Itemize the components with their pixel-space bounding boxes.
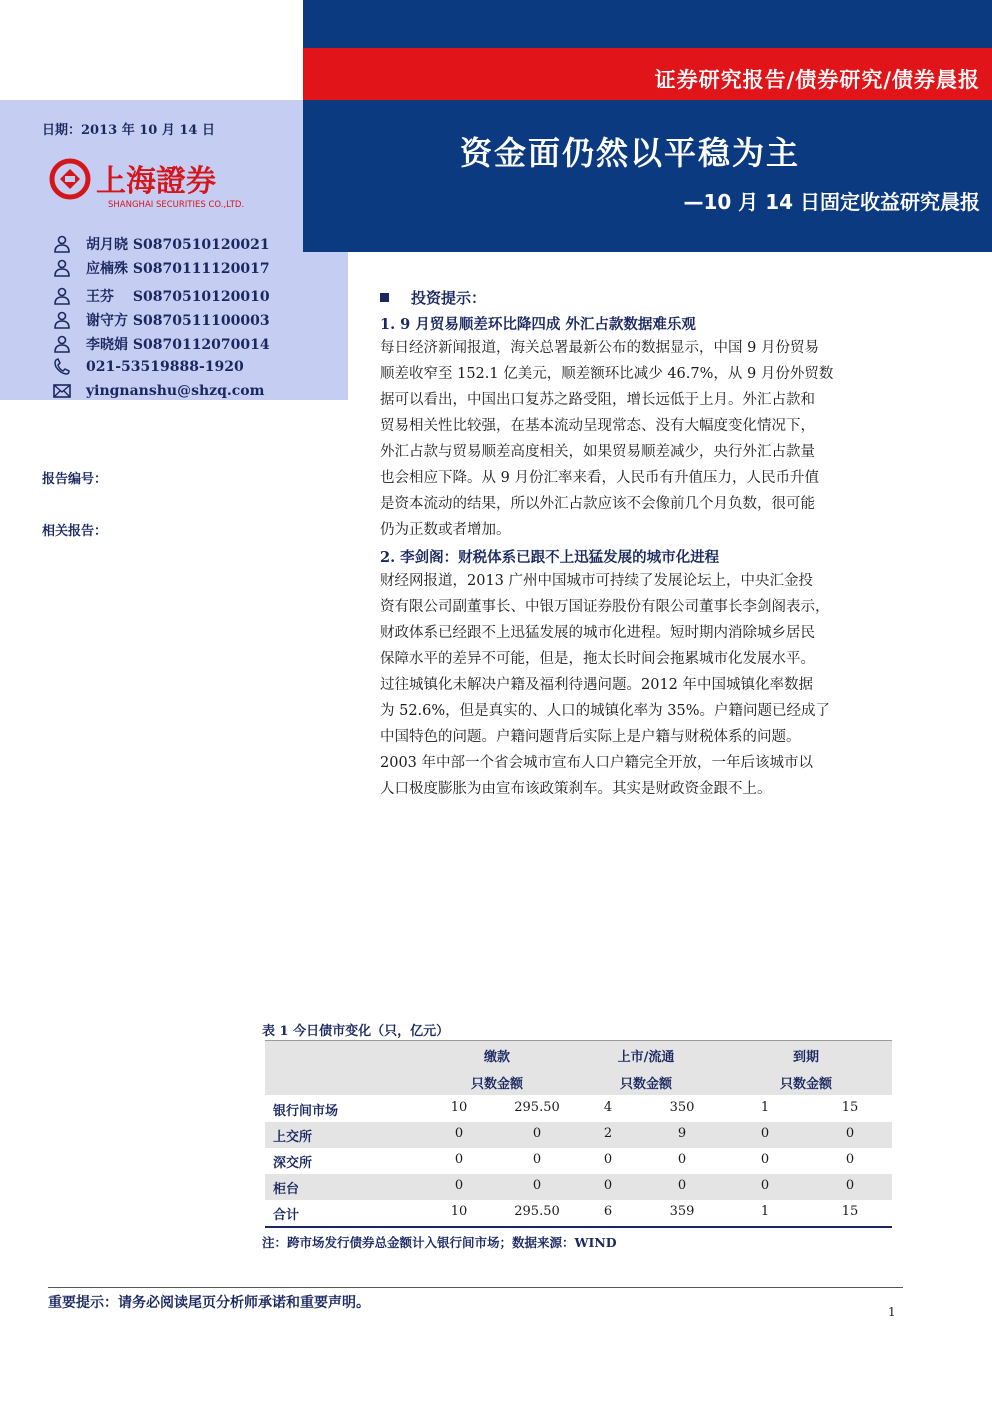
item-title: 1. 9 月贸易顺差环比降四成 外汇占款数据难乐观 — [380, 316, 696, 333]
table-group-header: 缴款 — [483, 1050, 510, 1065]
person-icon — [52, 335, 74, 353]
contact-item — [52, 382, 264, 400]
table-cell: 0 — [532, 1152, 542, 1167]
table-row — [265, 1200, 892, 1226]
paragraph-line: 中国特色的问题。户籍问题背后实际上是户籍与财税体系的问题。 — [380, 729, 801, 745]
contact-item — [52, 358, 244, 376]
contact-text: 胡月晓 S0870510120021 — [86, 237, 270, 253]
paragraph-line: 资有限公司副董事长、中银万国证券股份有限公司董事长李剑阁表示， — [380, 599, 830, 615]
row-label: 深交所 — [273, 1156, 313, 1171]
contact-item — [52, 334, 270, 354]
table-note: 注：跨市场发行债券总金额计入银行间市场；数据来源：WIND — [262, 1235, 617, 1250]
table-cell: 0 — [760, 1126, 770, 1141]
table-row — [265, 1122, 892, 1148]
table-cell: 350 — [669, 1100, 695, 1115]
row-label: 柜台 — [273, 1182, 300, 1197]
table-cell: 10 — [450, 1100, 468, 1115]
item-title: 2. 李剑阁：财税体系已跟不上迅猛发展的城市化进程 — [380, 549, 720, 566]
table-cell: 2 — [603, 1126, 613, 1141]
table-subheader: 只数金额 — [619, 1077, 672, 1092]
svg-text:上海證券: 上海證券 — [96, 164, 216, 199]
paragraph-line: 是资本流动的结果，所以外汇占款应该不会像前几个月负数，很可能 — [380, 496, 815, 512]
footer-rule — [48, 1287, 903, 1288]
person-icon — [52, 235, 74, 253]
paragraph-line: 据可以看出，中国出口复苏之路受阻，增长远低于上月。外汇占款和 — [380, 392, 815, 408]
table-cell: 0 — [454, 1126, 464, 1141]
table-cell: 0 — [532, 1126, 542, 1141]
table-cell: 9 — [677, 1126, 687, 1141]
table-cell: 0 — [760, 1152, 770, 1167]
table-group-header: 到期 — [792, 1050, 819, 1065]
person-icon — [52, 287, 74, 305]
contact-item — [52, 310, 270, 330]
table-cell: 295.50 — [514, 1100, 560, 1115]
table-cell: 0 — [454, 1152, 464, 1167]
table-row — [265, 1148, 892, 1174]
table-title: 表 1 今日债市变化（只，亿元） — [262, 1024, 450, 1039]
contact-item — [52, 286, 270, 306]
table-cell: 0 — [760, 1178, 770, 1193]
paragraph-line: 人口极度膨胀为由宣布该政策刹车。其实是财政资金跟不上。 — [380, 781, 772, 797]
table-cell: 0 — [845, 1152, 855, 1167]
table-row — [265, 1174, 892, 1200]
paragraph-line: 财政体系已经跟不上迅猛发展的城市化进程。短时期内消除城乡居民 — [380, 625, 815, 641]
page-number: 1 — [888, 1305, 896, 1319]
phone-icon — [52, 358, 74, 376]
table-subheader: 只数金额 — [470, 1077, 523, 1092]
contact-text: 应楠殊 S0870111120017 — [86, 261, 270, 277]
mail-icon — [52, 382, 74, 400]
table-subheader: 只数金额 — [779, 1077, 832, 1092]
table-cell: 295.50 — [514, 1204, 560, 1219]
bullet-square-icon — [380, 293, 389, 302]
contact-text: yingnanshu@shzq.com — [86, 383, 265, 399]
report-subtitle: —10 月 14 日固定收益研究晨报 — [683, 190, 980, 214]
paragraph-line: 财经网报道，2013 广州中国城市可持续了发展论坛上，中央汇金投 — [380, 573, 814, 589]
table-cell: 0 — [677, 1178, 687, 1193]
report-category: 证券研究报告/债券研究/债券晨报 — [654, 67, 980, 92]
paragraph-line: 为 52.6%，但是真实的、人口的城镇化率为 35%。户籍问题已经成了 — [380, 703, 831, 719]
section-heading-text: 投资提示： — [411, 289, 487, 307]
paragraph-line: 每日经济新闻报道，海关总署最新公布的数据显示，中国 9 月份贸易 — [380, 340, 819, 356]
table-row — [265, 1096, 892, 1122]
row-label: 银行间市场 — [273, 1104, 339, 1119]
table-cell: 359 — [669, 1204, 695, 1219]
table-cell: 15 — [841, 1100, 859, 1115]
paragraph-line: 保障水平的差异不可能，但是，拖太长时间会拖累城市化发展水平。 — [380, 651, 815, 667]
person-icon — [52, 259, 74, 277]
header-band-blue — [303, 100, 992, 252]
table-cell: 0 — [603, 1152, 613, 1167]
report-date: 日期：2013 年 10 月 14 日 — [42, 123, 215, 138]
row-label: 上交所 — [273, 1130, 313, 1145]
logo-emblem-icon — [48, 155, 278, 211]
contact-text: 王芬 S0870510120010 — [86, 289, 270, 305]
report-title: 资金面仍然以平稳为主 — [460, 134, 801, 172]
svg-text:SHANGHAI SECURITIES CO.,LTD.: SHANGHAI SECURITIES CO.,LTD. — [108, 200, 245, 210]
table-cell: 6 — [603, 1204, 613, 1219]
paragraph-line: 仍为正数或者增加。 — [380, 522, 511, 538]
contact-text: 李晓娟 S0870112070014 — [86, 337, 270, 353]
table-cell: 0 — [845, 1178, 855, 1193]
table-cell: 0 — [845, 1126, 855, 1141]
contact-item — [52, 234, 270, 254]
header-band-top — [303, 0, 992, 48]
paragraph-line: 外汇占款与贸易顺差高度相关，如果贸易顺差减少，央行外汇占款量 — [380, 444, 815, 460]
row-label: 合计 — [273, 1208, 300, 1223]
contact-item — [52, 258, 270, 278]
table-cell: 15 — [841, 1204, 859, 1219]
table-bottom-rule — [265, 1226, 892, 1228]
table-cell: 0 — [454, 1178, 464, 1193]
person-icon — [52, 311, 74, 329]
section-heading — [380, 287, 486, 308]
table-cell: 0 — [603, 1178, 613, 1193]
paragraph-line: 顺差收窄至 152.1 亿美元，顺差额环比减少 46.7%，从 9 月份外贸数 — [380, 366, 834, 382]
table-cell: 1 — [760, 1100, 770, 1115]
report-number-label: 报告编号： — [42, 472, 108, 487]
paragraph-line: 也会相应下降。从 9 月份汇率来看，人民币有升值压力，人民币升值 — [380, 470, 819, 486]
table-cell: 4 — [603, 1100, 613, 1115]
table-cell: 0 — [677, 1152, 687, 1167]
table-cell: 10 — [450, 1204, 468, 1219]
important-notice: 重要提示：请务必阅读尾页分析师承诺和重要声明。 — [48, 1295, 370, 1311]
contact-text: 谢守方 S0870511100003 — [86, 313, 270, 329]
related-reports-label: 相关报告： — [42, 524, 108, 539]
table-group-header: 上市/流通 — [617, 1050, 675, 1065]
table-cell: 0 — [532, 1178, 542, 1193]
paragraph-line: 2003 年中部一个省会城市宣布人口户籍完全开放，一年后该城市以 — [380, 755, 814, 771]
contact-text: 021-53519888-1920 — [86, 359, 244, 375]
table-top-rule — [265, 1040, 892, 1041]
company-logo — [48, 155, 278, 211]
paragraph-line: 贸易相关性比较强，在基本流动呈现常态、没有大幅度变化情况下， — [380, 418, 815, 434]
paragraph-line: 过往城镇化未解决户籍及福利待遇问题。2012 年中国城镇化率数据 — [380, 677, 814, 693]
table-cell: 1 — [760, 1204, 770, 1219]
